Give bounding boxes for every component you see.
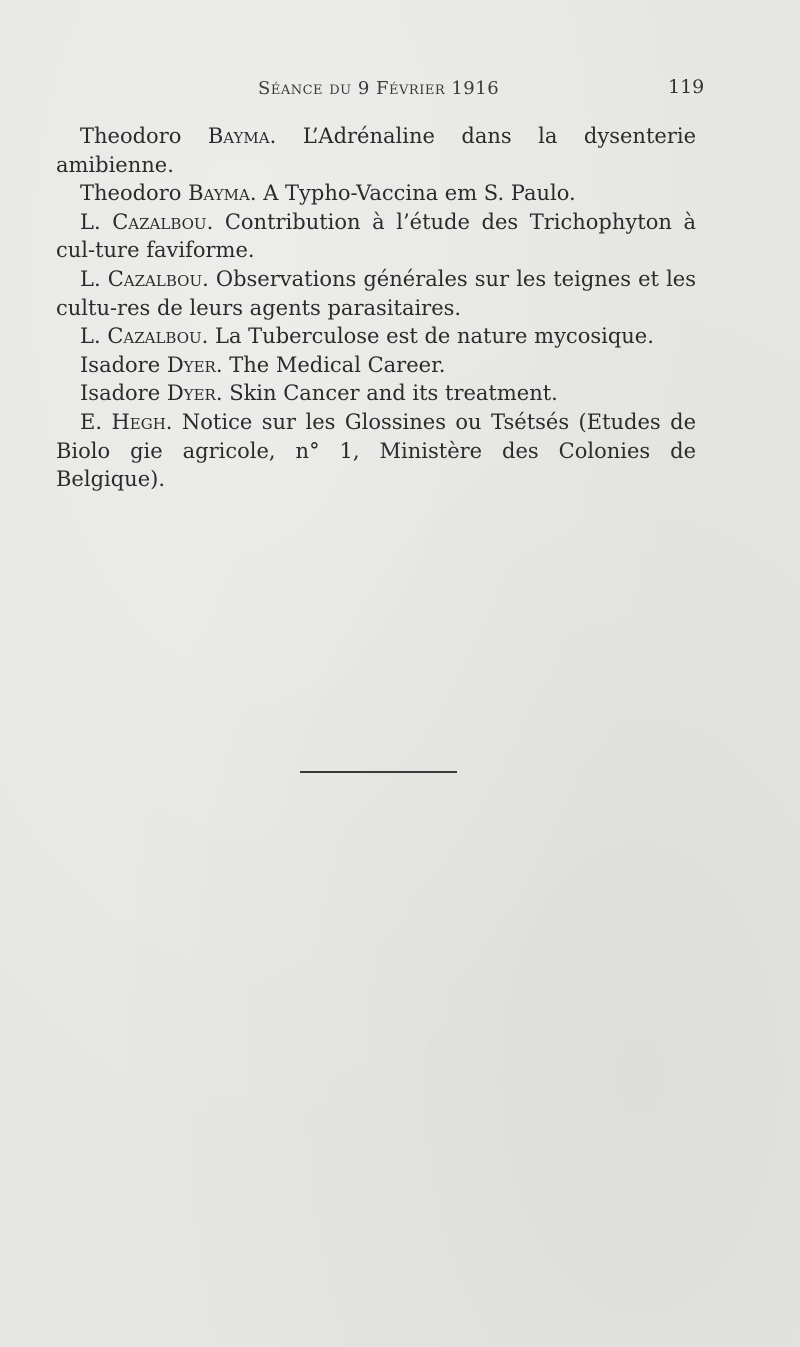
bibliography-entry: L. Cazalbou. Observations générales sur les teignes et les cultu-res de leurs agents parasitaires.: [56, 266, 696, 320]
bibliography-entry: E. Hegh. Notice sur les Glossines ou Tsétsés (Etudes de Biolo gie agricole, n° 1, Ministère des Colonies de Belgique).: [56, 409, 696, 492]
bibliography-entry: Isadore Dyer. The Medical Career.: [80, 352, 446, 377]
running-head-month: Février: [376, 78, 446, 99]
entry-first-name: L.: [80, 266, 101, 291]
entry-surname: Hegh: [111, 409, 166, 434]
bibliography-entry: L. Cazalbou. Contribution à l’étude des Trichophyton à cul-ture faviforme.: [56, 209, 696, 263]
bibliography-entry: Isadore Dyer. Skin Cancer and its treatment.: [80, 381, 558, 406]
entry-first-name: Isadore: [80, 352, 161, 377]
entry-title: La Tuberculose est de nature mycosique.: [215, 324, 654, 349]
section-end-rule: [300, 771, 457, 773]
entry-first-name: L.: [80, 324, 101, 349]
entry-title: Notice sur les Glossines ou Tsétsés (Etudes de Biolo gie agricole, n° 1, Ministère des Colonies de Belgique).: [56, 409, 696, 492]
entry-first-name: Theodoro: [80, 124, 182, 148]
entry-title: The Medical Career.: [229, 352, 446, 377]
bibliography-list: [56, 122, 696, 494]
entry-title: A Typho-Vaccina em S. Paulo.: [263, 181, 576, 206]
entry-surname: Dyer: [166, 352, 216, 377]
bibliography-entry: Theodoro Bayma. L’Adrénaline dans la dysenterie amibienne.: [56, 124, 696, 177]
entry-first-name: Isadore: [80, 381, 161, 406]
bibliography-entry: Theodoro Bayma. A Typho-Vaccina em S. Paulo.: [80, 181, 576, 206]
running-head-prefix: Séance du: [258, 78, 352, 99]
entry-title: L’Adrénaline dans la dysenterie amibienne.: [56, 124, 696, 177]
running-head: [258, 78, 499, 99]
entry-surname: Cazalbou: [107, 266, 203, 291]
entry-surname: Dyer: [166, 381, 216, 406]
entry-title: Contribution à l’étude des Trichophyton à cul-ture faviforme.: [56, 209, 696, 263]
entry-title: Observations générales sur les teignes et les cultu-res de leurs agents parasitaires.: [56, 266, 696, 320]
entry-title: Skin Cancer and its treatment.: [229, 381, 558, 406]
entry-surname: Bayma: [207, 124, 270, 148]
entry-surname: Bayma: [188, 181, 250, 206]
entry-surname: Cazalbou: [107, 324, 202, 349]
bibliography-entry: L. Cazalbou. La Tuberculose est de nature mycosique.: [80, 324, 654, 349]
page-number: 119: [668, 76, 705, 98]
entry-first-name: E.: [80, 409, 103, 434]
entry-surname: Cazalbou: [112, 209, 207, 234]
running-head-day: 9: [357, 78, 370, 99]
entry-first-name: L.: [80, 209, 101, 234]
entry-first-name: Theodoro: [80, 181, 182, 206]
running-head-year: 1916: [451, 78, 500, 99]
